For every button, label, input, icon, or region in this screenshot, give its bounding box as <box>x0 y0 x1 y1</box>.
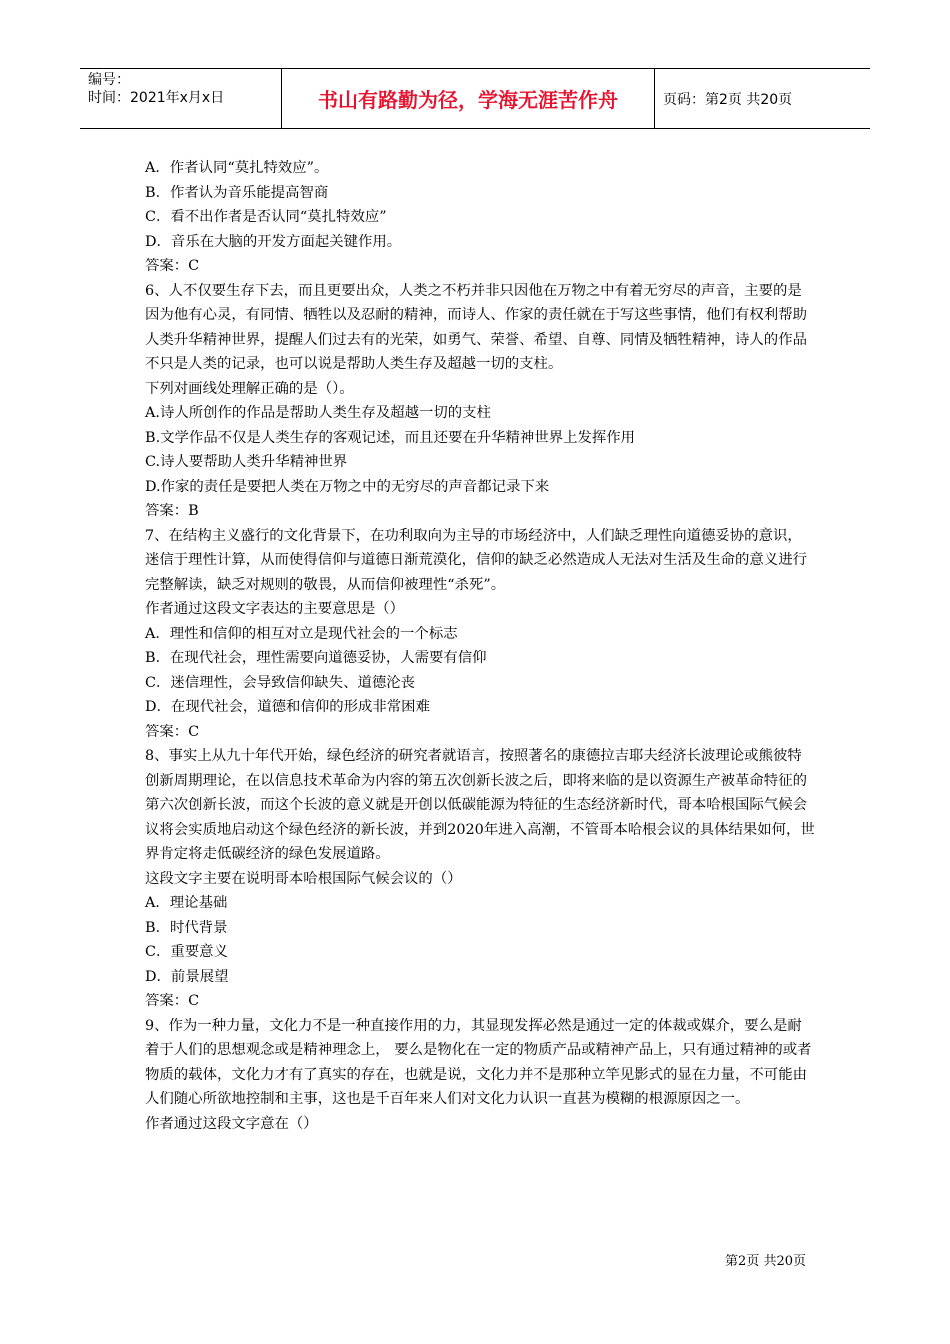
option-line: D．在现代社会，道德和信仰的形成非常困难 <box>145 699 430 715</box>
header-meta <box>80 69 282 128</box>
document-body <box>145 156 815 1136</box>
text-line: A．作者认同“莫扎特效应”。 <box>145 160 329 176</box>
option-line: C．迷信理性，会导致信仰缺失、道德沦丧 <box>145 674 416 691</box>
question-paragraph: 9、作为一种力量，文化力不是一种直接作用的力，其显现发挥必然是通过一定的体裁或媒介，要么是耐着于人们的思想观念或是精神理念上， 要么是物化在一定的物质产品或精神产品上，只有通过精神的或者物质的载体，文化力才有了真实的存在，也就是说，文化力并不是那种立竿见影式的显在力量，不可能由人们随心所欲地控制和主事，这也是千百年来人们对文化力认识一直甚为模糊的根源原因之一。 <box>145 1017 812 1107</box>
option-line: A.诗人所创作的作品是帮助人类生存及超越一切的支柱 <box>145 405 491 421</box>
text-line: C．看不出作者是否认同“莫扎特效应” <box>145 209 387 225</box>
question-paragraph: 7、在结构主义盛行的文化背景下，在功利取向为主导的市场经济中，人们缺乏理性向道德妥协的意识，迷信于理性计算，从而使得信仰与道德日渐荒漠化，信仰的缺乏必然造成人无法对生活及生命的意义进行完整解读，缺乏对规则的敬畏，从而信仰被理性“杀死”。 <box>145 527 807 593</box>
option-line: D.作家的责任是要把人类在万物之中的无穷尽的声音都记录下来 <box>145 478 550 495</box>
option-line: A．理论基础 <box>145 895 228 911</box>
option-line: B．时代背景 <box>145 919 228 936</box>
option-line: C.诗人要帮助人类升华精神世界 <box>145 454 348 470</box>
serial-label: 编号： <box>88 72 130 88</box>
answer-line: 答案：B <box>145 503 199 519</box>
question-paragraph: 8、事实上从九十年代开始，绿色经济的研究者就语言，按照著名的康德拉吉耶夫经济长波理论或熊彼特创新周期理论，在以信息技术革命为内容的第五次创新长波之后，即将来临的是以资源生产被革命特征的第六次创新长波，而这个长波的意义就是开创以低碳能源为特征的生态经济新时代，哥本哈根国际气候会议将会实质地启动这个绿色经济的新长波，并到2020年进入高潮，不管哥本哈根会议的具体结果如何，世界肯定将走低碳经济的绿色发展道路。 <box>145 748 815 862</box>
question-paragraph: 6、人不仅要生存下去，而且更要出众，人类之不朽并非只因他在万物之中有着无穷尽的声音，主要的是因为他有心灵，有同情、牺牲以及忍耐的精神，而诗人、作家的责任就在于写这些事情，他们有权利帮助人类升华精神世界，提醒人们过去有的光荣，如勇气、荣誉、希望、自尊、同情及牺牲精神，诗人的作品不只是人类的记录，也可以说是帮助人类生存及超越一切的支柱。 <box>145 282 807 372</box>
text-line: D．音乐在大脑的开发方面起关键作用。 <box>145 233 402 250</box>
option-line: C．重要意义 <box>145 944 228 960</box>
answer-line: 答案：C <box>145 258 200 274</box>
text-line: B．作者认为音乐能提高智商 <box>145 184 329 201</box>
question-prompt: 下列对画线处理解正确的是（）。 <box>145 380 354 397</box>
question-prompt: 作者通过这段文字表达的主要意思是（） <box>145 601 405 617</box>
page-header <box>80 68 870 129</box>
answer-line: 答案：C <box>145 723 200 740</box>
option-line: A．理性和信仰的相互对立是现代社会的一个标志 <box>145 625 458 642</box>
page-footer: 第2页 共20页 <box>725 1254 806 1269</box>
option-line: D．前景展望 <box>145 968 229 985</box>
header-motto: 书山有路勤为径，学海无涯苦作舟 <box>282 69 655 128</box>
question-prompt: 作者通过这段文字意在（） <box>145 1115 318 1132</box>
time-label: 时间：2021年x月x日 <box>88 90 225 106</box>
header-page-label: 页码：第2页 共20页 <box>663 91 793 108</box>
option-line: B．在现代社会，理性需要向道德妥协，人需要有信仰 <box>145 650 487 666</box>
answer-line: 答案：C <box>145 993 200 1009</box>
option-line: B.文学作品不仅是人类生存的客观记述，而且还要在升华精神世界上发挥作用 <box>145 429 636 446</box>
question-prompt: 这段文字主要在说明哥本哈根国际气候会议的（） <box>145 870 462 887</box>
